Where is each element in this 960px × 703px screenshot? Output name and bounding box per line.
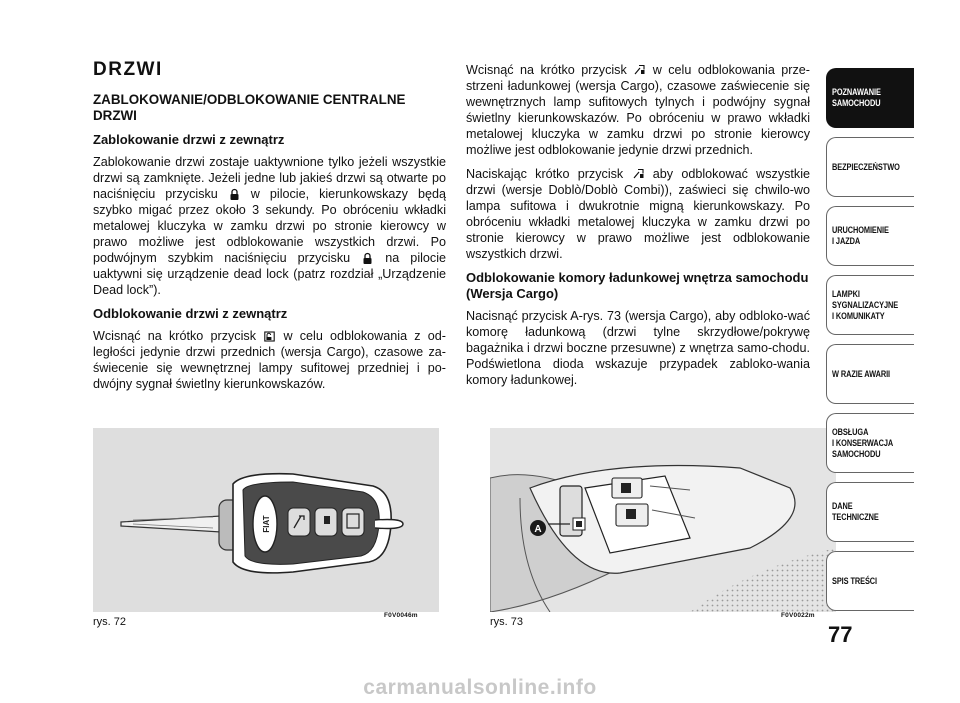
sidebar-tab-2[interactable] [826,206,914,266]
callout-a-label: A [534,524,542,535]
sidebar-tab-label: URUCHOMIENIE I JAZDA [832,225,889,246]
sidebar-tab-label: POZNAWANIE SAMOCHODU [832,87,881,108]
figure-72-caption: rys. 72 [93,616,127,628]
sidebar-tab-3[interactable] [826,275,914,335]
subheading-unlock-outside: Odblokowanie drzwi z zewnątrz [93,306,288,321]
figure-door-panel [490,428,836,612]
paragraph-unlock-all: Naciskając krótko przycisk aby odblokować wszystkie drzwi (wersje Doblò/Doblò Combi)), zaświeci się chwilo-wo lampa sufitowa i dwukrotnie migną kierunkowskazy. Po obróceniu wkładki metalowej kluczyka w zamku drzwi po stronie kierowcy w prawo możliwe jest odblokowanie wszystkich drzwi. [466,167,811,261]
sidebar-tab-4[interactable] [826,344,914,404]
sidebar-tab-label: DANE TECHNICZNE [832,501,879,522]
subheading-cargo: Odblokowanie komory ładunkowej wnętrza samochodu (Wersja Cargo) [466,270,809,301]
chapter-sidebar [826,68,914,620]
paragraph-lock: Zablokowanie drzwi zostaje uaktywnione tylko jeżeli wszystkie drzwi są zamknięte. Jeżeli jedne lub jakieś drzwi są otwarte po naciśnięciu przycisku w pilocie, kierunkowskazy będą szybko migać przez około 3 sekundy. Po obróceniu wkładki metalowej kluczyka w zamku drzwi po stronie kierowcy w prawo możliwe jest odblokowanie wszystkich drzwi. Po podwójnym szybkim naciśnięciu przycisku na pilocie uaktywni się urządzenie dead lock (patrz rozdział „Urządzenie Dead lock”). [93,155,447,297]
paragraph-unlock-cargo: Wcisnąć na krótko przycisk w celu odblokowania prze-strzeni ładunkowej (wersja Cargo), czasowe zaświecenie się wewnętrznych lamp sufitowych tylnych i podwójny sygnał świetlny kierunkowskazów. Po obróceniu w prawo wkładki metalowej kluczyka w zamku drzwi po stronie kierowcy możliwe jest odblokowanie jedynie drzwi przednich. [466,63,810,157]
sidebar-tab-label: BEZPIECZEŃSTWO [832,161,900,172]
sidebar-tab-0[interactable] [826,68,914,128]
sidebar-tab-7[interactable] [826,551,914,611]
page-title: DRZWI [93,59,163,80]
sidebar-tab-label: W RAZIE AWARII [832,368,891,379]
sidebar-tab-1[interactable] [826,137,914,197]
sidebar-tab-6[interactable] [826,482,914,542]
section-heading: ZABLOKOWANIE/ODBLOKOWANIE CENTRALNE DRZWI [93,92,406,123]
sidebar-tab-label: SPIS TREŚCI [832,575,878,586]
subheading-lock-outside: Zablokowanie drzwi z zewnątrz [93,132,285,147]
door-panel-illustration [490,428,836,612]
unlock-cargo-icon [634,64,645,76]
paragraph-unlock: Wcisnąć na krótko przycisk w celu odblokowania z od-ległości jedynie drzwi przednich (wersja Cargo), czasowe za-świecenie się wewnętrznej lampy sufitowej przedniej i po-dwójny sygnał świetlny kierunkowskazów. [93,329,446,391]
lock-icon [362,252,373,264]
sidebar-tab-5[interactable] [826,413,914,473]
figure-73-caption: rys. 73 [490,616,524,628]
sidebar-tab-label: LAMPKI SYGNALIZACYJNE I KOMUNIKATY [832,288,899,321]
left-column [93,59,447,400]
right-column [466,62,810,396]
page-number: 77 [828,622,853,647]
paragraph-cargo: Nacisnąć przycisk A-rys. 73 (wersja Cargo), aby odbloko-wać komorę ładunkową (drzwi tylne skrzydłowe/pokrywę bagażnika i drzwi boczne przesuwne) z wnętrza samo-chodu. Podświetlona dioda wskazuje przypadek zabloko-wania komory ładunkowej. [466,309,810,387]
key-fob-illustration [93,428,439,612]
figure-72-code: F0V0046m [384,612,418,619]
unlock-cargo-icon [633,168,644,180]
lock-icon [229,188,240,200]
sidebar-tab-label: OBSŁUGA I KONSERWACJA SAMOCHODU [832,426,894,459]
figure-key-fob [93,428,439,612]
svg-text:FIAT: FIAT [262,515,271,533]
unlock-front-icon [264,330,275,342]
watermark: carmanualsonline.info [363,676,597,699]
figure-73-code: F0V0022m [781,612,815,619]
